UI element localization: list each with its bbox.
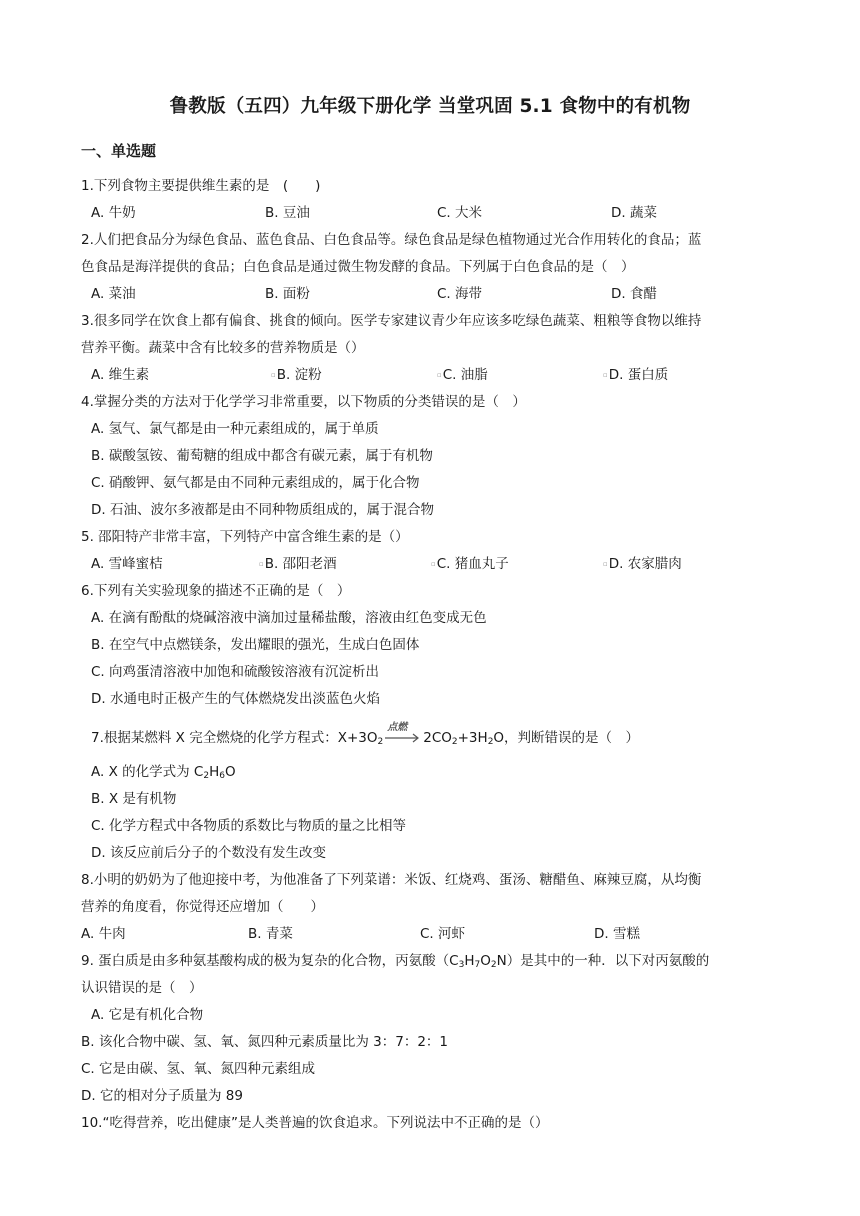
formula-part: H [464,953,475,969]
question-9-stem-line-1 [81,951,709,975]
question-7-stem-part: +3H [457,730,488,746]
question-5-option-c [431,554,509,574]
question-9-stem-suffix: N）是其中的一种．以下对丙氨酸的 [496,953,710,969]
question-2-stem-line-2: 色食品是海洋提供的食品；白色食品是通过微生物发酵的食品。下列属于白色食品的是（ ） [81,259,635,275]
question-5-stem: 5. 邵阳特产非常丰富，下列特产中富含维生素的是（） [81,529,409,545]
subscript: 6 [219,771,225,781]
question-2-option-a: A. 菜油 [91,286,136,302]
bullet-dot-icon: ▫ [271,371,276,379]
question-8-stem-line-1: 8.小明的奶奶为了他迎接中考，为他准备了下列菜谱：米饭、红烧鸡、蛋汤、糖醋鱼、麻辣豆腐，从均衡 [81,872,702,888]
question-4-option-b: B. 碳酸氢铵、葡萄糖的组成中都含有碳元素，属于有机物 [91,448,433,464]
question-7-stem-part: 2CO [423,730,452,746]
question-8-option-c: C. 河虾 [420,926,466,942]
question-7-option-c: C. 化学方程式中各物质的系数比与物质的量之比相等 [91,818,407,834]
question-3-stem-line-1: 3.很多同学在饮食上都有偏食、挑食的倾向。医学专家建议青少年应该多吃绿色蔬菜、粗粮等食物以维持 [81,313,702,329]
question-1-stem: 1.下列食物主要提供维生素的是 ( ) [81,178,321,194]
reaction-condition-label: 点燃 [387,722,408,733]
question-5-option-c-text: C. 猪血丸子 [436,556,509,572]
question-3-option-b [271,365,322,385]
question-1-option-a: A. 牛奶 [91,205,136,221]
question-6-stem: 6.下列有关实验现象的描述不正确的是（ ） [81,583,351,599]
reaction-arrow [383,722,423,746]
question-5-option-b [259,554,337,574]
question-4-option-c: C. 硝酸钾、氨气都是由不同种元素组成的，属于化合物 [91,475,420,491]
subscript: 2 [203,771,210,781]
option-text: O [224,764,236,780]
bullet-dot-icon: ▫ [603,560,608,568]
question-6-option-a: A. 在滴有酚酞的烧碱溶液中滴加过量稀盐酸，溶液由红色变成无色 [91,610,487,626]
question-6-option-c: C. 向鸡蛋清溶液中加饱和硫酸铵溶液有沉淀析出 [91,664,380,680]
question-4-option-d: D. 石油、波尔多液都是由不同种物质组成的，属于混合物 [91,502,434,518]
question-4-option-a: A. 氢气、氯气都是由一种元素组成的，属于单质 [91,421,379,437]
question-8-option-b: B. 青菜 [248,926,293,942]
question-7-option-a [91,762,236,786]
question-2-option-d: D. 食醋 [611,286,657,302]
question-5-option-d [603,554,682,574]
option-text: H [209,764,220,780]
question-5-option-a: A. 雪峰蜜桔 [91,556,163,572]
question-7-option-d: D. 该反应前后分子的个数没有发生改变 [91,845,326,861]
question-8-option-d: D. 雪糕 [594,926,640,942]
question-5-option-b-text: B. 邵阳老酒 [264,556,337,572]
question-10-stem: 10.“吃得营养，吃出健康”是人类普遍的饮食追求。下列说法中不正确的是（） [81,1115,549,1131]
question-9-option-c: C. 它是由碳、氢、氧、氮四种元素组成 [81,1061,316,1077]
question-1-option-b: B. 豆油 [265,205,310,221]
question-6-option-d: D. 水通电时正极产生的气体燃烧发出淡蓝色火焰 [91,691,380,707]
question-8-option-a: A. 牛肉 [81,926,126,942]
question-1-option-c: C. 大米 [437,205,483,221]
bullet-dot-icon: ▫ [437,371,442,379]
arrow-right-icon [383,730,423,744]
question-7-option-b: B. X 是有机物 [91,791,177,807]
option-text: A. X 的化学式为 C [91,764,204,780]
question-2-option-c: C. 海带 [437,286,483,302]
question-8-stem-line-2: 营养的角度看，你觉得还应增加（ ） [81,899,324,915]
page-title: 鲁教版（五四）九年级下册化学 当堂巩固 5.1 食物中的有机物 [169,96,691,117]
question-5-option-d-text: D. 农家腊肉 [608,556,682,572]
question-2-option-b: B. 面粉 [265,286,310,302]
question-9-stem-line-2: 认识错误的是（ ） [81,980,203,996]
bullet-dot-icon: ▫ [603,371,608,379]
formula-part: O [480,953,491,969]
question-1-option-d: D. 蔬菜 [611,205,657,221]
question-3-stem-line-2: 营养平衡。蔬菜中含有比较多的营养物质是（） [81,340,365,356]
question-9-stem-prefix: 9. 蛋白质是由多种氨基酸构成的极为复杂的化合物，丙氨酸（C [81,953,459,969]
bullet-dot-icon: ▫ [259,560,264,568]
question-6-option-b: B. 在空气中点燃镁条，发出耀眼的强光，生成白色固体 [91,637,420,653]
question-7-stem-suffix: O，判断错误的是（ ） [493,730,640,746]
question-3-option-b-text: B. 淀粉 [276,367,322,383]
question-3-option-d-text: D. 蛋白质 [608,367,669,383]
subscript: 7 [474,960,481,970]
question-9-option-b: B. 该化合物中碳、氢、氧、氮四种元素质量比为 3：7：2：1 [81,1034,448,1050]
question-3-option-c [437,365,488,385]
subscript: 2 [451,737,458,747]
question-3-option-d [603,365,668,385]
subscript: 3 [458,960,465,970]
section-heading: 一、单选题 [81,142,157,160]
question-3-option-a: A. 维生素 [91,367,150,383]
question-3-option-c-text: C. 油脂 [442,367,488,383]
subscript: 2 [490,960,497,970]
question-9-option-a: A. 它是有机化合物 [91,1007,204,1023]
question-7-stem [91,722,640,752]
question-9-option-d: D. 它的相对分子质量为 89 [81,1088,243,1104]
question-7-stem-prefix: 7.根据某燃料 X 完全燃烧的化学方程式：X+3O [91,730,378,746]
question-4-stem: 4.掌握分类的方法对于化学学习非常重要，以下物质的分类错误的是（ ） [81,394,526,410]
subscript: 2 [377,737,384,747]
bullet-dot-icon: ▫ [431,560,436,568]
subscript: 2 [487,737,494,747]
question-2-stem-line-1: 2.人们把食品分为绿色食品、蓝色食品、白色食品等。绿色食品是绿色植物通过光合作用转化的食品；蓝 [81,232,702,248]
